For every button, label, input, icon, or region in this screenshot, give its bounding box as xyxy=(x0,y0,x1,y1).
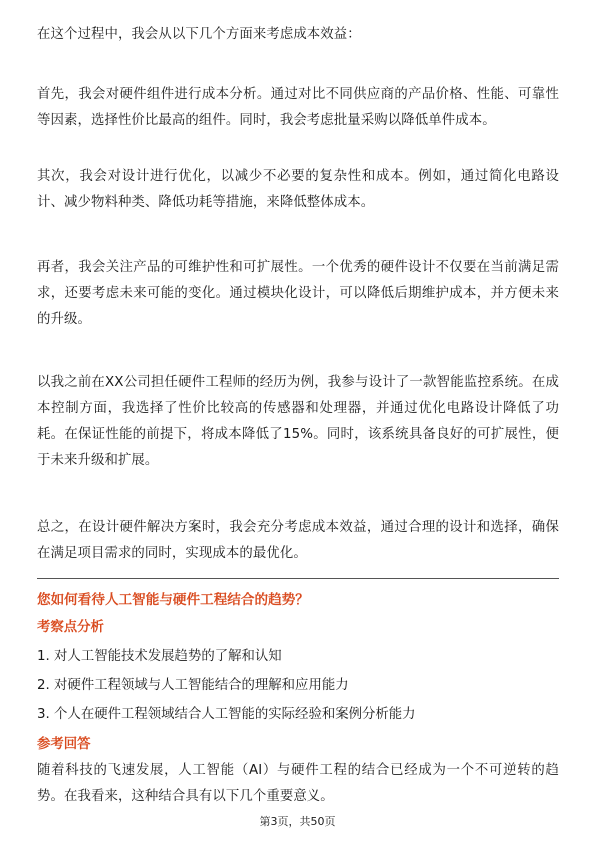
paragraph-conclusion: 总之，在设计硬件解决方案时，我会充分考虑成本效益，通过合理的设计和选择，确保在满足项目需求的同时，实现成本的最优化。 xyxy=(37,520,559,561)
analysis-heading: 考察点分析 xyxy=(37,620,104,635)
paragraph-design-optimization: 其次，我会对设计进行优化，以减少不必要的复杂性和成本。例如，通过简化电路设计、减少物料种类、降低功耗等措施，来降低整体成本。 xyxy=(37,169,559,210)
list-item: 1. 对人工智能技术发展趋势的了解和认知 xyxy=(37,649,282,664)
paragraph-maintainability: 再者，我会关注产品的可维护性和可扩展性。一个优秀的硬件设计不仅要在当前满足需求，还要考虑未来可能的变化。通过模块化设计，可以降低后期维护成本，并方便未来的升级。 xyxy=(37,260,559,327)
section-divider xyxy=(37,578,559,579)
reference-answer-text: 随着科技的飞速发展，人工智能（AI）与硬件工程的结合已经成为一个不可逆转的趋势。在我看来，这种结合具有以下几个重要意义。 xyxy=(37,763,559,804)
reference-answer-heading: 参考回答 xyxy=(37,737,91,752)
list-item: 3. 个人在硬件工程领域结合人工智能的实际经验和案例分析能力 xyxy=(37,707,416,722)
paragraph-cost-analysis: 首先，我会对硬件组件进行成本分析。通过对比不同供应商的产品价格、性能、可靠性等因素，选择性价比最高的组件。同时，我会考虑批量采购以降低单件成本。 xyxy=(37,87,559,128)
paragraph-intro: 在这个过程中，我会从以下几个方面来考虑成本效益： xyxy=(37,27,361,42)
page-footer: 第3页，共50页 xyxy=(259,815,336,828)
question-heading: 您如何看待人工智能与硬件工程结合的趋势？ xyxy=(37,592,309,608)
paragraph-example: 以我之前在XX公司担任硬件工程师的经历为例，我参与设计了一款智能监控系统。在成本控制方面，我选择了性价比较高的传感器和处理器，并通过优化电路设计降低了功耗。在保证性能的前提下，将成本降低了15%。同时，该系统具备良好的可扩展性，便于未来升级和扩展。 xyxy=(37,375,559,468)
list-item: 2. 对硬件工程领域与人工智能结合的理解和应用能力 xyxy=(37,678,349,693)
analysis-list xyxy=(37,642,416,729)
